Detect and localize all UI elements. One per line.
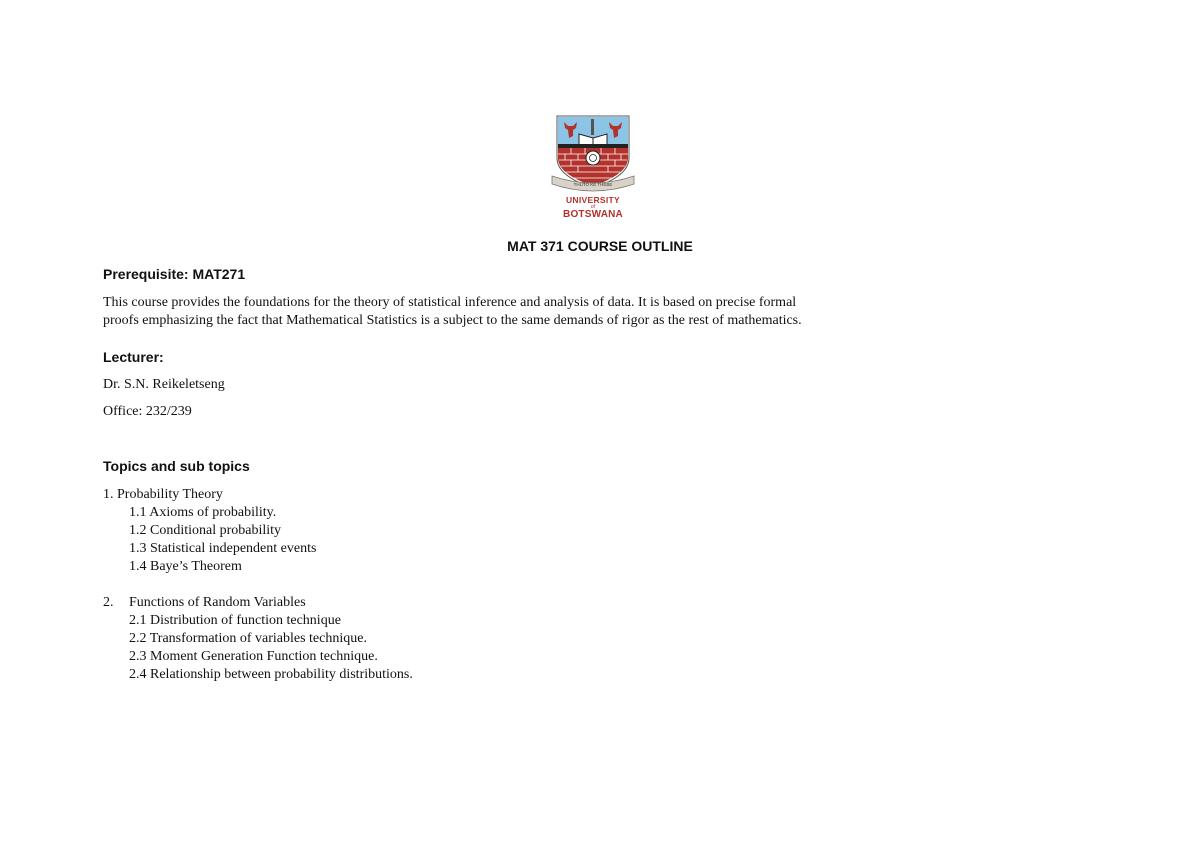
logo-of-text: of <box>590 204 596 210</box>
logo-university-text: UNIVERSITY <box>565 195 620 205</box>
subtopic-number: 1.2 <box>129 523 147 538</box>
subtopic-number: 1.4 <box>129 559 147 574</box>
subtopic-text: Conditional probability <box>150 523 282 538</box>
prerequisite-heading: Prerequisite: MAT271 <box>103 266 246 282</box>
subtopic-text: Statistical independent events <box>150 541 317 556</box>
list-item <box>129 630 367 648</box>
list-item <box>129 504 276 522</box>
section-number: 2. <box>103 595 114 610</box>
list-item <box>129 612 341 630</box>
subtopic-text: Distribution of function technique <box>150 613 341 628</box>
list-item <box>129 522 281 540</box>
description-line-1: This course provides the foundations for the theory of statistical inference and analysis of data. It is based on precise formal <box>103 295 797 310</box>
subtopic-number: 1.1 <box>129 505 147 520</box>
subtopic-text: Moment Generation Function technique. <box>150 649 378 664</box>
list-item <box>129 648 378 666</box>
subtopic-number: 2.4 <box>129 667 147 682</box>
subtopic-text: Axioms of probability. <box>149 505 277 520</box>
lecturer-office: Office: 232/239 <box>103 404 192 419</box>
list-item <box>103 594 306 612</box>
section-title: Probability Theory <box>117 487 223 502</box>
list-item <box>103 486 223 504</box>
topics-heading: Topics and sub topics <box>103 458 250 474</box>
subtopic-text: Baye’s Theorem <box>150 559 242 574</box>
subtopic-number: 2.2 <box>129 631 147 646</box>
crest-icon <box>551 114 635 194</box>
motto-text: THUTO KE THEBE <box>573 182 613 187</box>
section-title: Functions of Random Variables <box>129 595 306 610</box>
description-line-2: proofs emphasizing the fact that Mathematical Statistics is a subject to the same demands of rigor as the rest of mathematics. <box>103 313 802 328</box>
subtopic-number: 2.1 <box>129 613 147 628</box>
page-title: MAT 371 COURSE OUTLINE <box>507 238 693 254</box>
subtopic-number: 1.3 <box>129 541 147 556</box>
section-number: 1. <box>103 487 114 502</box>
list-item <box>129 666 413 684</box>
lecturer-name: Dr. S.N. Reikeletseng <box>103 377 225 392</box>
lecturer-heading: Lecturer: <box>103 349 164 365</box>
logo-botswana-text: BOTSWANA <box>563 209 623 220</box>
subtopic-text: Relationship between probability distributions. <box>150 667 413 682</box>
university-logo <box>551 114 635 220</box>
list-item <box>129 540 316 558</box>
list-item <box>129 558 242 576</box>
subtopic-number: 2.3 <box>129 649 147 664</box>
subtopic-text: Transformation of variables technique. <box>149 631 367 646</box>
